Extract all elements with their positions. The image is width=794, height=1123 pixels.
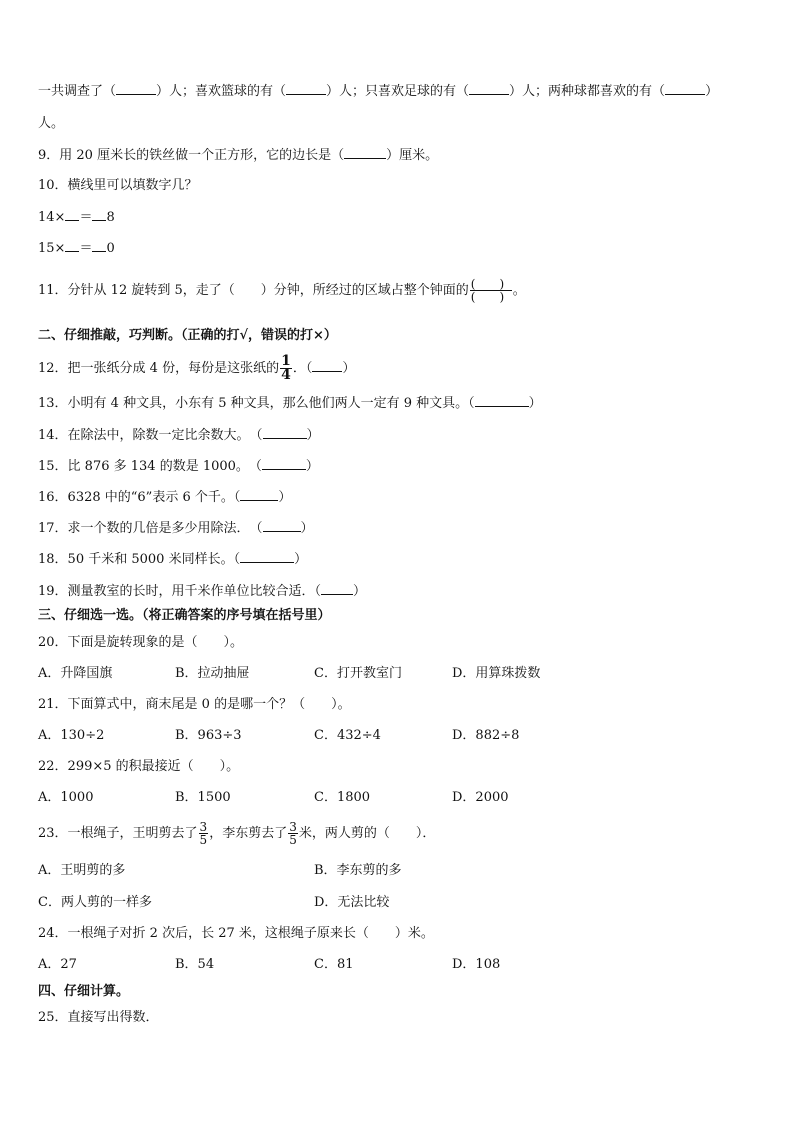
question-20: 20．下面是旋转现象的是（ ）。 [38, 635, 244, 650]
q19-text-end: ） [353, 584, 367, 599]
q23-text-mid: ，李东剪去了 [209, 826, 288, 841]
q21-option-d[interactable]: D．882÷8 [452, 728, 520, 743]
question-11 [38, 274, 526, 308]
q23-text: 23．一根绳子，王明剪去了 [38, 826, 198, 841]
question-10: 10．横线里可以填数字几？ [38, 178, 198, 193]
q14-text-end: ） [306, 428, 320, 443]
answer-blank[interactable] [469, 82, 509, 95]
answer-blank[interactable] [116, 82, 156, 95]
q8-text-e: ） [705, 84, 719, 99]
q23-text-end: 米，两人剪的（ ）． [298, 826, 436, 841]
q23-option-d[interactable]: D．无法比较 [314, 895, 390, 910]
q11-text: 11．分针从 12 旋转到 5，走了（ ）分钟，所经过的区域占整个钟面的 [38, 283, 469, 298]
fraction-one-quarter [280, 355, 292, 382]
question-23 [38, 816, 435, 852]
fraction-denominator: 5 [199, 833, 208, 847]
q12-text-end: ） [342, 361, 356, 376]
question-14 [38, 426, 320, 445]
q17-text: 17．求一个数的几倍是多少用除法． （ [38, 521, 263, 536]
q10-eq1-c: 8 [106, 210, 115, 225]
q10-eq2-b: ＝ [79, 241, 93, 256]
q12-text: 12．把一张纸分成 4 份，每份是这张纸的 [38, 361, 280, 376]
question-24: 24．一根绳子对折 2 次后，长 27 米，这根绳子原来长（ ）米。 [38, 926, 434, 941]
answer-blank[interactable] [92, 239, 106, 252]
q22-option-a[interactable]: A．1000 [38, 790, 94, 805]
q23-option-b[interactable]: B．李东剪的多 [314, 863, 402, 878]
fraction-denominator: 5 [289, 833, 297, 847]
answer-blank[interactable] [344, 146, 386, 159]
q12-text-mid: ．（ [292, 361, 313, 376]
fraction-denominator: 4 [281, 367, 291, 383]
q20-option-b[interactable]: B．拉动抽屉 [175, 666, 250, 681]
q19-text: 19．测量教室的长时，用千米作单位比较合适．（ [38, 584, 322, 599]
q9-text: 9．用 20 厘米长的铁丝做一个正方形，它的边长是（ [38, 148, 345, 163]
q24-option-c[interactable]: C．81 [314, 957, 354, 972]
q8-line2: 人。 [38, 116, 65, 131]
question-25: 25．直接写出得数． [38, 1010, 159, 1025]
q9-text-end: ）厘米。 [386, 148, 439, 163]
q17-text-end: ） [300, 521, 314, 536]
q24-option-a[interactable]: A．27 [38, 957, 77, 972]
q8-text-d: ）人；两种球都喜欢的有（ [509, 84, 666, 99]
q18-text: 18．50 千米和 5000 米同样长。（ [38, 552, 241, 567]
q15-text: 15．比 876 多 134 的数是 1000。 （ [38, 459, 262, 474]
question-22: 22．299×5 的积最接近（ ）。 [38, 759, 240, 774]
question-19 [38, 582, 366, 601]
question-18 [38, 550, 307, 569]
q16-text-end: ） [278, 490, 292, 505]
q18-text-end: ） [294, 552, 308, 567]
q22-option-b[interactable]: B．1500 [175, 790, 231, 805]
q10-equation-1 [38, 208, 115, 227]
fraction-denominator: ( ) [470, 290, 505, 304]
answer-blank[interactable] [240, 550, 294, 563]
answer-blank[interactable] [263, 519, 301, 532]
fraction-blank[interactable] [470, 278, 512, 303]
q8-text-b: ）人；喜欢篮球的有（ [156, 84, 287, 99]
q10-eq2-a: 15× [38, 241, 66, 256]
q15-text-end: ） [305, 459, 319, 474]
q10-equation-2 [38, 239, 115, 258]
question-12 [38, 355, 355, 382]
answer-blank[interactable] [665, 82, 705, 95]
answer-blank[interactable] [263, 426, 307, 439]
q10-eq2-c: 0 [106, 241, 115, 256]
question-9 [38, 146, 438, 165]
q8-text-c: ）人；只喜欢足球的有（ [326, 84, 470, 99]
fraction-three-fifths [199, 821, 209, 846]
q13-text: 13．小明有 4 种文具，小东有 5 种文具，那么他们两人一定有 9 种文具。（ [38, 396, 475, 411]
q23-option-c[interactable]: C．两人剪的一样多 [38, 895, 152, 910]
q20-option-c[interactable]: C．打开教室门 [314, 666, 402, 681]
section-2-heading: 二、仔细推敲，巧判断。（正确的打√，错误的打×） [38, 328, 337, 343]
question-16 [38, 488, 291, 507]
answer-blank[interactable] [65, 208, 79, 221]
q21-option-c[interactable]: C．432÷4 [314, 728, 381, 743]
q22-option-c[interactable]: C．1800 [314, 790, 371, 805]
answer-blank[interactable] [475, 394, 529, 407]
fraction-numerator: 1 [281, 353, 291, 369]
answer-blank[interactable] [92, 208, 106, 221]
section-4-heading: 四、仔细计算。 [38, 984, 130, 999]
fraction-numerator: 3 [199, 820, 208, 834]
q10-eq1-b: ＝ [79, 210, 93, 225]
answer-blank[interactable] [262, 457, 306, 470]
q11-text-end: 。 [512, 283, 526, 298]
section-3-heading: 三、仔细选一选。（将正确答案的序号填在括号里） [38, 608, 331, 623]
q23-option-a[interactable]: A．王明剪的多 [38, 863, 126, 878]
fraction-three-fifths [288, 821, 298, 846]
fraction-numerator: ( ) [470, 278, 512, 291]
q14-text: 14．在除法中，除数一定比余数大。 （ [38, 428, 263, 443]
q16-text: 16．6328 中的“6”表示 6 个千。（ [38, 490, 241, 505]
answer-blank[interactable] [312, 359, 342, 372]
q8-text-a: 一共调查了（ [38, 84, 117, 99]
q24-option-b[interactable]: B．54 [175, 957, 215, 972]
question-15 [38, 457, 319, 476]
q10-eq1-a: 14× [38, 210, 66, 225]
question-17 [38, 519, 314, 538]
q24-option-d[interactable]: D．108 [452, 957, 501, 972]
q20-option-a[interactable]: A．升降国旗 [38, 666, 113, 681]
q22-option-d[interactable]: D．2000 [452, 790, 509, 805]
q8-line1 [38, 82, 718, 101]
q21-option-a[interactable]: A．130÷2 [38, 728, 105, 743]
answer-blank[interactable] [286, 82, 326, 95]
fraction-numerator: 3 [289, 820, 297, 834]
q21-option-b[interactable]: B．963÷3 [175, 728, 242, 743]
q20-option-d[interactable]: D．用算珠拨数 [452, 666, 541, 681]
answer-blank[interactable] [65, 239, 79, 252]
q13-text-end: ） [528, 396, 542, 411]
answer-blank[interactable] [321, 582, 353, 595]
question-21: 21．下面算式中，商末尾是 0 的是哪一个？（ ）。 [38, 697, 351, 712]
question-13 [38, 394, 542, 413]
answer-blank[interactable] [240, 488, 278, 501]
